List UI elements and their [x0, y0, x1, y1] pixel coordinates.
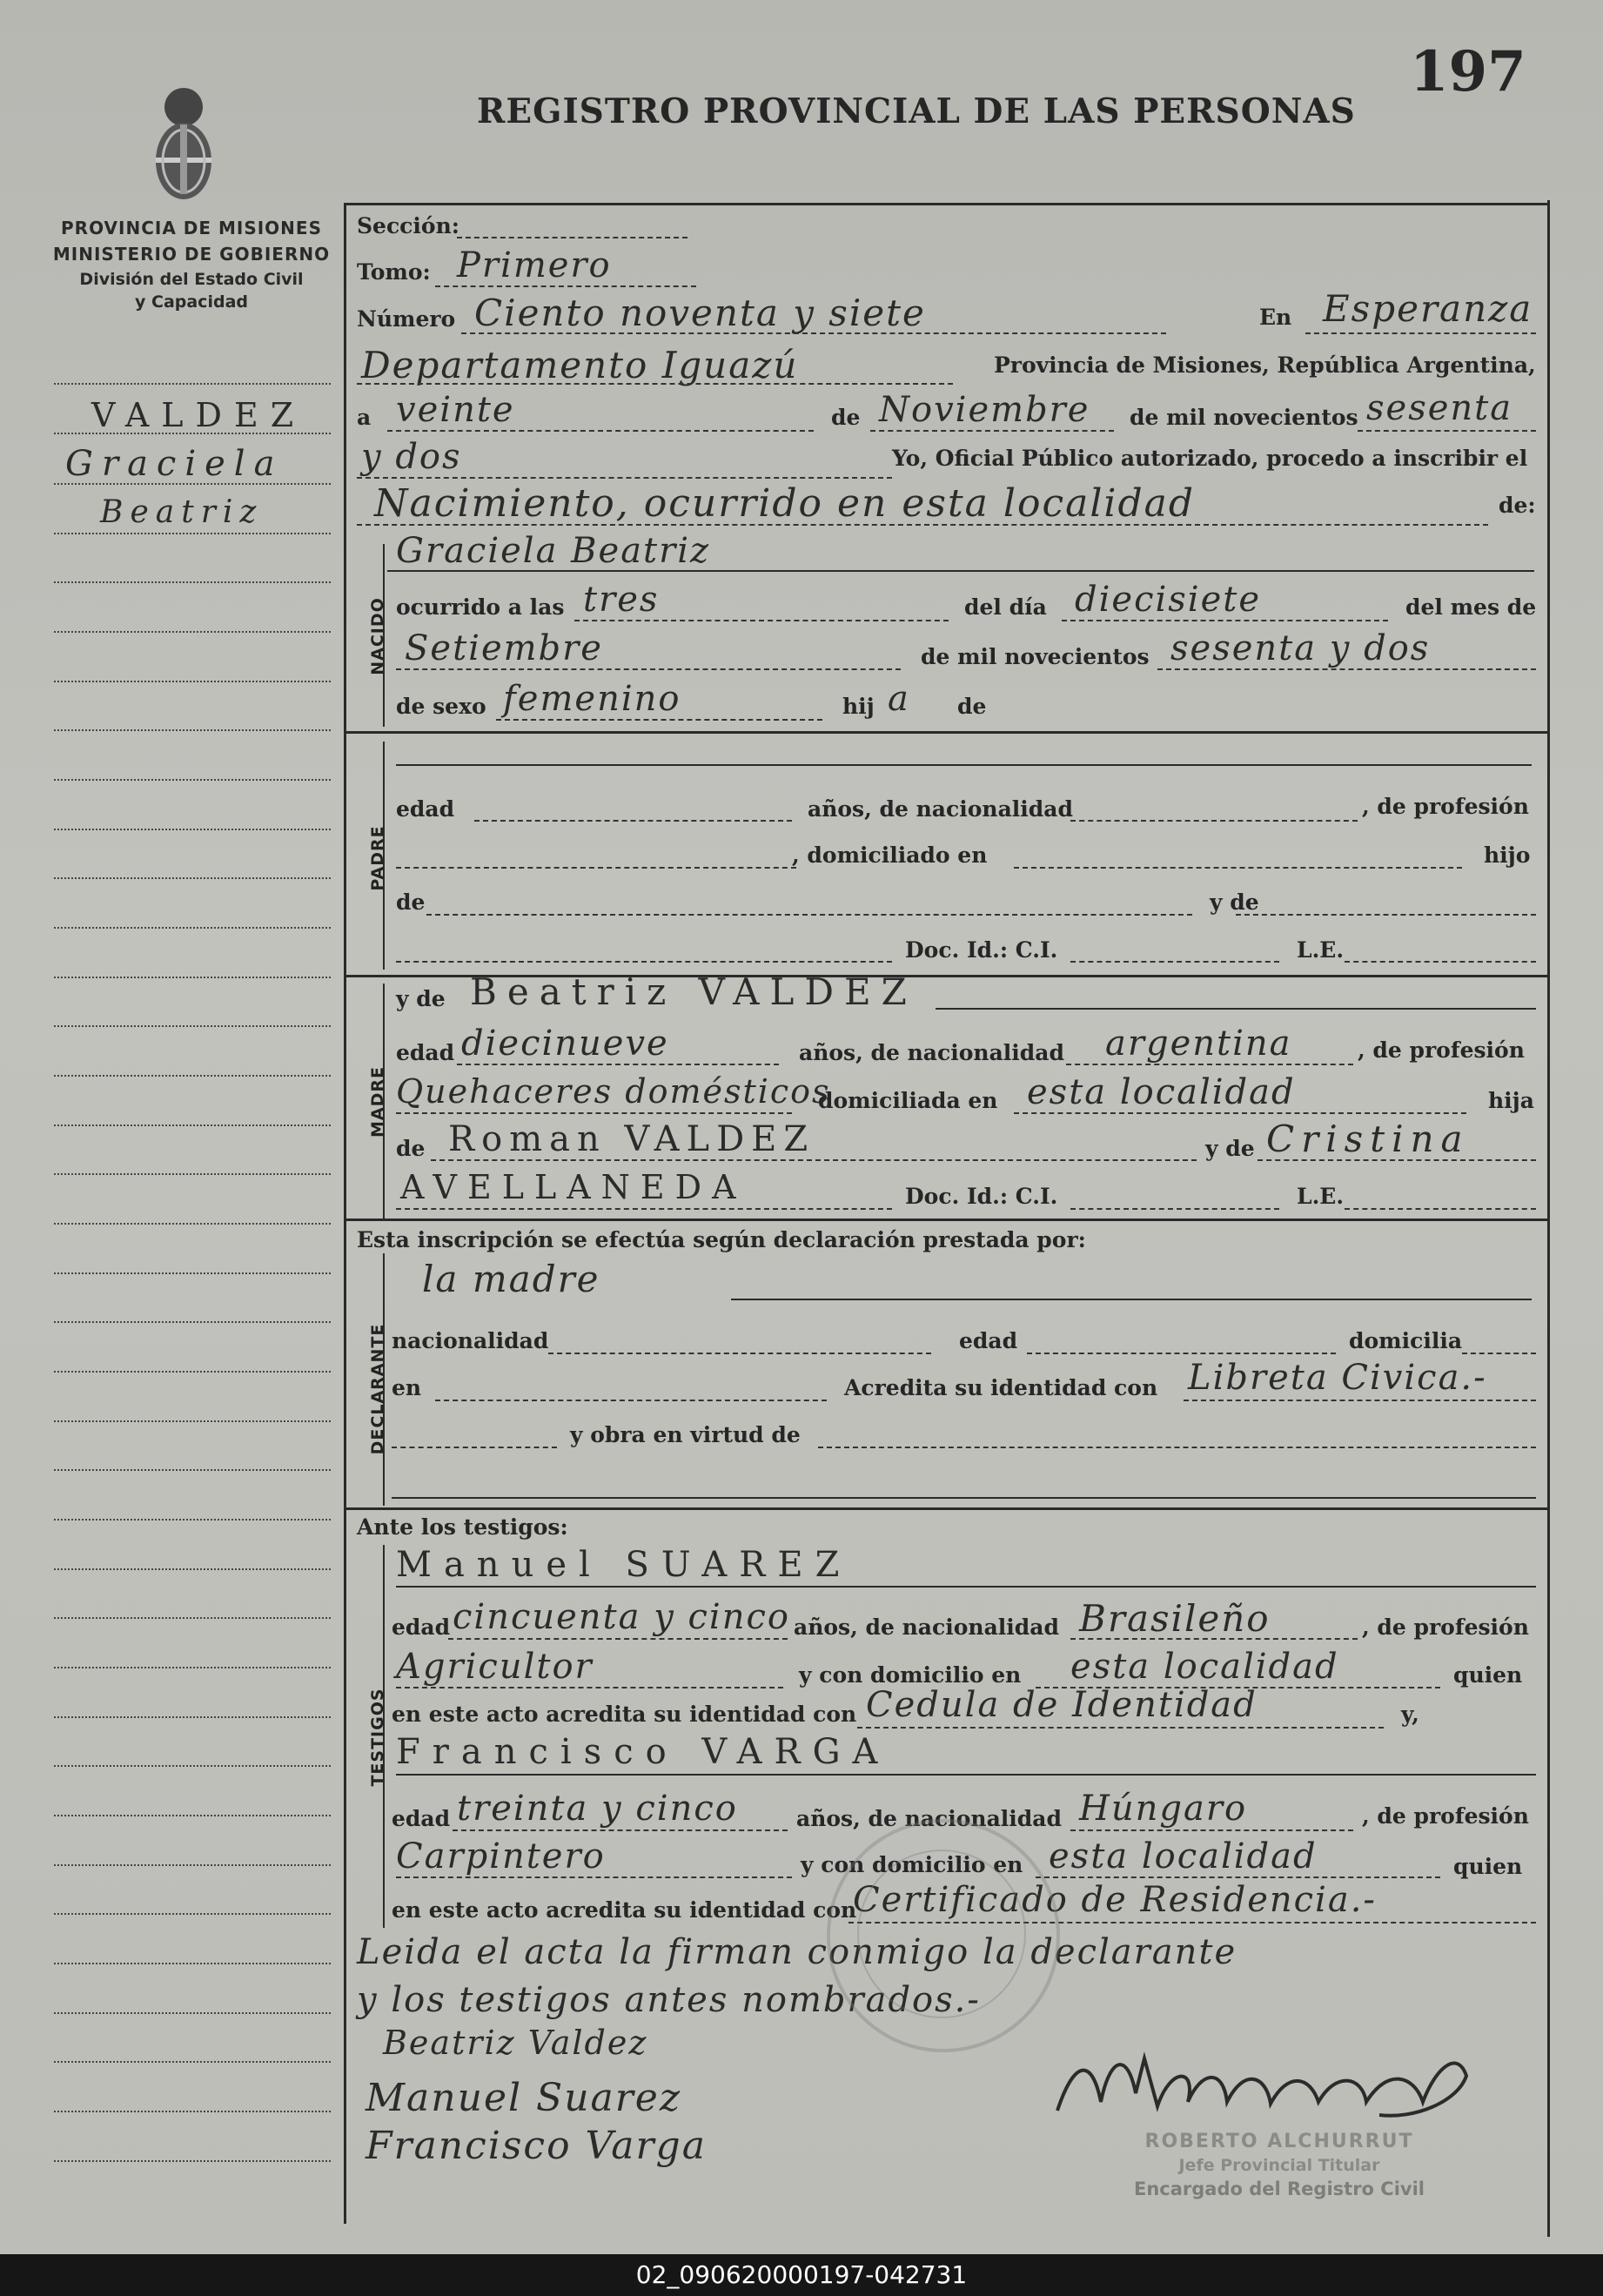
madre-nacionalidad-value: argentina	[1105, 1024, 1292, 1064]
padre-section-label: PADRE	[368, 825, 387, 891]
document-title: REGISTRO PROVINCIAL DE LAS PERSONAS	[477, 91, 1356, 131]
de-label: de	[831, 405, 861, 430]
oficial-label: Yo, Oficial Público autorizado, procedo a inscribir el	[892, 446, 1528, 471]
closing-line-2: y los testigos antes nombrados.-	[357, 1980, 981, 2020]
nacido-de-label: de	[957, 694, 987, 719]
testigo1-profesion-value: Agricultor	[396, 1647, 594, 1687]
testigo1-domicilio-label: y con domicilio en	[799, 1662, 1022, 1688]
dia-value: veinte	[396, 390, 515, 430]
declarante-acredita-label: Acredita su identidad con	[844, 1375, 1158, 1400]
madre-domicilio-value: esta localidad	[1027, 1072, 1296, 1112]
page-number: 197	[1410, 39, 1526, 104]
testigo1-nacionalidad-value: Brasileño	[1079, 1597, 1271, 1640]
testigo2-quien-label: quien	[1453, 1854, 1523, 1879]
mil-novecientos-label: de mil novecientos	[1130, 405, 1358, 430]
right-frame-rule	[1547, 200, 1550, 2237]
madre-section-label: MADRE	[368, 1066, 387, 1138]
madre-padre-value: Roman VALDEZ	[448, 1119, 815, 1159]
testigo2-edad-value: treinta y cinco	[457, 1789, 738, 1829]
testigo2-acredita-value: Certificado de Residencia.-	[853, 1880, 1377, 1920]
anio-value-2: y dos	[361, 437, 462, 477]
madre-edad-value: diecinueve	[461, 1024, 669, 1064]
nacido-mes-value: Setiembre	[405, 628, 603, 668]
nacido-nombre-value: Graciela Beatriz	[396, 531, 711, 571]
madre-y-de-label: y de	[396, 986, 446, 1011]
padre-le-label: L.E.	[1297, 937, 1345, 963]
numero-value: Ciento noventa y siete	[474, 292, 926, 334]
tomo-value: Primero	[457, 245, 612, 285]
institution-ministry: MINISTERIO DE GOBIERNO	[52, 244, 331, 265]
testigo1-acredita-value: Cedula de Identidad	[866, 1685, 1258, 1725]
institution-capacity: y Capacidad	[135, 292, 248, 312]
a-label: a	[357, 405, 372, 430]
declarante-domicilia-label: domicilia	[1349, 1328, 1463, 1353]
testigo2-nombre: Francisco VARGA	[396, 1732, 890, 1772]
official-signature	[1049, 2041, 1492, 2137]
padre-domiciliado-label: , domiciliado en	[792, 843, 988, 868]
testigo2-edad-label: edad	[392, 1806, 451, 1831]
madre-madre-apellido: AVELLANEDA	[400, 1168, 747, 1206]
madre-domiciliada-label: domiciliada en	[818, 1088, 998, 1113]
de-colon-label: de:	[1499, 493, 1536, 518]
institution-province: PROVINCIA DE MISIONES	[61, 218, 322, 238]
sexo-value: femenino	[503, 679, 681, 719]
anio-value-1: sesenta	[1366, 388, 1513, 428]
margin-second-name: Beatriz	[100, 494, 264, 530]
testigo2-profesion-label: , de profesión	[1362, 1803, 1529, 1829]
testigo1-quien-label: quien	[1453, 1662, 1523, 1688]
seccion-label: Sección:	[357, 213, 459, 238]
acto-value: Nacimiento, ocurrido en esta localidad	[374, 481, 1196, 526]
nacido-section-label: NACIDO	[368, 597, 387, 675]
madre-madre-value: Cristina	[1266, 1118, 1470, 1160]
testigo2-acredita-label: en este acto acredita su identidad con	[392, 1897, 857, 1923]
del-mes-label: del mes de	[1405, 594, 1537, 620]
declarante-edad-label: edad	[959, 1328, 1018, 1353]
numero-label: Número	[357, 306, 456, 332]
declarante-section-label: DECLARANTE	[368, 1323, 387, 1455]
hij-value: a	[888, 679, 910, 719]
declarante-acredita-value: Libreta Civica.-	[1188, 1358, 1487, 1398]
footer-filename: 02_090620000197-042731	[0, 2254, 1603, 2296]
declarante-obra-label: y obra en virtud de	[570, 1422, 801, 1447]
madre-anios-label: años, de nacionalidad	[799, 1040, 1064, 1065]
padre-de-label: de	[396, 890, 426, 915]
padre-y-de-label: y de	[1210, 890, 1259, 915]
testigo1-domicilio-value: esta localidad	[1070, 1647, 1339, 1687]
padre-profesion-label: , de profesión	[1362, 794, 1529, 819]
official-title-1: Jefe Provincial Titular	[1178, 2156, 1380, 2175]
madre-de-label: de	[396, 1136, 426, 1161]
hij-label: hij	[842, 694, 875, 719]
en-value: Esperanza	[1323, 287, 1533, 330]
mes-value: Noviembre	[879, 390, 1090, 430]
signature-declarante: Beatriz Valdez	[383, 2024, 648, 2062]
declarante-en-label: en	[392, 1375, 422, 1400]
madre-y-de2-label: y de	[1205, 1136, 1255, 1161]
tomo-label: Tomo:	[357, 259, 431, 285]
padre-doc-label: Doc. Id.: C.I.	[905, 937, 1058, 963]
testigo1-edad-value: cincuenta y cinco	[453, 1597, 790, 1637]
madre-edad-label: edad	[396, 1040, 455, 1065]
departamento-value: Departamento Iguazú	[361, 344, 799, 386]
official-title-2: Encargado del Registro Civil	[1133, 2179, 1425, 2199]
institution-division: División del Estado Civil	[79, 270, 304, 289]
closing-line-1: Leida el acta la firman conmigo la declarante	[357, 1932, 1237, 1972]
declarante-value: la madre	[422, 1258, 600, 1300]
testigos-section-label: TESTIGOS	[368, 1688, 387, 1787]
testigo2-domicilio-label: y con domicilio en	[801, 1852, 1023, 1877]
padre-hijo-label: hijo	[1484, 843, 1531, 868]
provincia-label: Provincia de Misiones, República Argentina,	[994, 352, 1536, 378]
padre-edad-label: edad	[396, 796, 455, 822]
del-dia-label: del día	[964, 594, 1047, 620]
testigo1-edad-label: edad	[392, 1615, 451, 1640]
official-stamp-block	[1105, 2131, 1453, 2199]
testigo1-y-label: y,	[1401, 1702, 1419, 1727]
testigo2-profesion-value: Carpintero	[396, 1836, 606, 1876]
declarante-nacionalidad-label: nacionalidad	[392, 1328, 549, 1353]
madre-hija-label: hija	[1488, 1088, 1534, 1113]
left-frame-rule	[344, 205, 346, 2224]
hora-value: tres	[583, 580, 660, 620]
nacido-mil-label: de mil novecientos	[921, 644, 1150, 669]
coat-of-arms-emblem	[144, 83, 224, 213]
nacido-dia-value: diecisiete	[1075, 580, 1262, 620]
margin-first-name: Graciela	[65, 444, 284, 484]
signature-testigo-2: Francisco Varga	[366, 2124, 707, 2168]
madre-nombre-value: Beatriz VALDEZ	[470, 970, 917, 1013]
testigo1-profesion-label: , de profesión	[1362, 1615, 1529, 1640]
madre-le-label: L.E.	[1297, 1184, 1345, 1209]
testigo2-domicilio-value: esta localidad	[1049, 1836, 1318, 1876]
ocurrido-label: ocurrido a las	[396, 594, 565, 620]
testigo1-nombre: Manuel SUAREZ	[396, 1545, 852, 1585]
testigos-intro: Ante los testigos:	[357, 1514, 568, 1540]
institution-block	[44, 218, 339, 312]
top-frame-rule	[344, 203, 1550, 205]
signature-testigo-1: Manuel Suarez	[366, 2076, 682, 2120]
madre-profesion-label: , de profesión	[1358, 1037, 1525, 1063]
margin-surname: VALDEZ	[91, 396, 306, 434]
nacido-anio-value: sesenta y dos	[1170, 628, 1431, 668]
en-label: En	[1259, 305, 1292, 330]
official-seal-inner	[857, 1850, 1026, 2018]
official-name: ROBERTO ALCHURRUT	[1144, 2131, 1414, 2152]
testigo1-anios-label: años, de nacionalidad	[794, 1615, 1059, 1640]
sexo-label: de sexo	[396, 694, 486, 719]
testigo2-anios-label: años, de nacionalidad	[796, 1806, 1062, 1831]
madre-doc-label: Doc. Id.: C.I.	[905, 1184, 1058, 1209]
testigo1-acredita-label: en este acto acredita su identidad con	[392, 1702, 857, 1727]
testigo2-nacionalidad-value: Húngaro	[1079, 1789, 1248, 1829]
madre-profesion-value: Quehaceres domésticos	[396, 1072, 831, 1111]
padre-anios-label: años, de nacionalidad	[808, 796, 1073, 822]
declarante-intro: Esta inscripción se efectúa según declaración prestada por:	[357, 1227, 1086, 1252]
